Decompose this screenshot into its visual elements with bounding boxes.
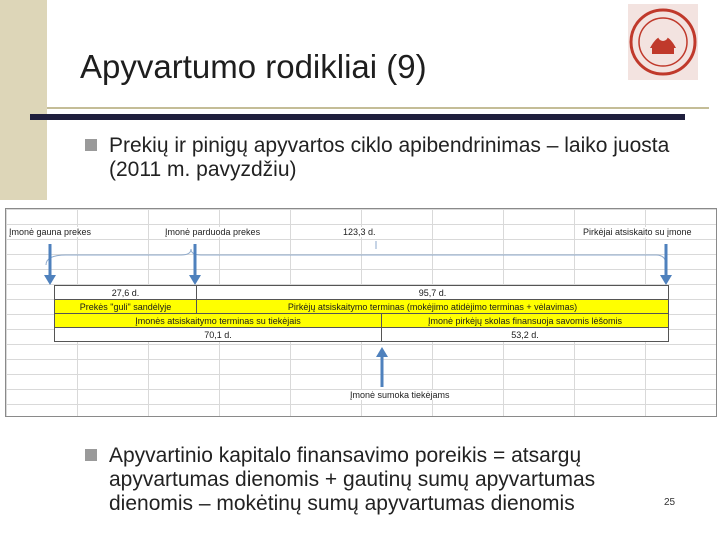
cell-payables-label: Įmonės atsiskaitymo terminas su tiekėjais (55, 314, 382, 328)
bullet-square-icon (85, 139, 97, 151)
cell-financing-label: Įmonė pirkėjų skolas finansuoja savomis lėšomis (382, 314, 669, 328)
table-row (55, 286, 669, 300)
label-receive: Įmonė gauna prekes (9, 227, 92, 237)
university-seal-icon (628, 4, 698, 80)
decorative-side-bar (0, 0, 47, 200)
bullet-item (85, 444, 685, 516)
arrow-receive-head (44, 275, 56, 285)
bullet-text: Prekių ir pinigų apyvartos ciklo apibendrinimas – laiko juosta (2011 m. pavyzdžiu) (109, 134, 670, 181)
slide-title: Apyvartumo rodikliai (9) (80, 48, 427, 85)
cell-storage-label: Prekės "guli" sandėlyje (55, 300, 197, 314)
total-bracket (46, 249, 666, 265)
arrow-sell-head (189, 275, 201, 285)
table-row (55, 300, 669, 314)
timeline-spreadsheet (5, 208, 717, 417)
label-sell: Įmonė parduoda prekes (165, 227, 261, 237)
table-row (55, 328, 669, 342)
cell-days-storage: 27,6 d. (55, 286, 197, 300)
bullet-text: Apyvartinio kapitalo finansavimo poreikis = atsargų apyvartumas dienomis + gautinų sumų apyvartumas dienomis – mokėtinų sumų apyvartumas dienomis (109, 444, 596, 515)
label-total-days: 123,3 d. (343, 227, 376, 237)
label-pay-suppliers: Įmonė sumoka tiekėjams (350, 390, 450, 400)
bullet-square-icon (85, 449, 97, 461)
table-row (55, 314, 669, 328)
title-rule-thick (30, 114, 685, 120)
bullet-item (85, 134, 705, 182)
cell-days-payables: 70,1 d. (55, 328, 382, 342)
arrow-customer-pays-head (660, 275, 672, 285)
timeline-table-lower (54, 313, 669, 342)
cell-days-receivable: 95,7 d. (197, 286, 669, 300)
arrow-pay-suppliers-head (376, 347, 388, 357)
timeline-table (54, 285, 669, 314)
label-customer-pays: Pirkėjai atsiskaito su įmone (583, 227, 692, 237)
cell-receivable-label: Pirkėjų atsiskaitymo terminas (mokėjimo atidėjimo terminas + vėlavimas) (197, 300, 669, 314)
cell-days-financing: 53,2 d. (382, 328, 669, 342)
page-number: 25 (664, 497, 676, 508)
title-rule-thin (47, 107, 709, 109)
